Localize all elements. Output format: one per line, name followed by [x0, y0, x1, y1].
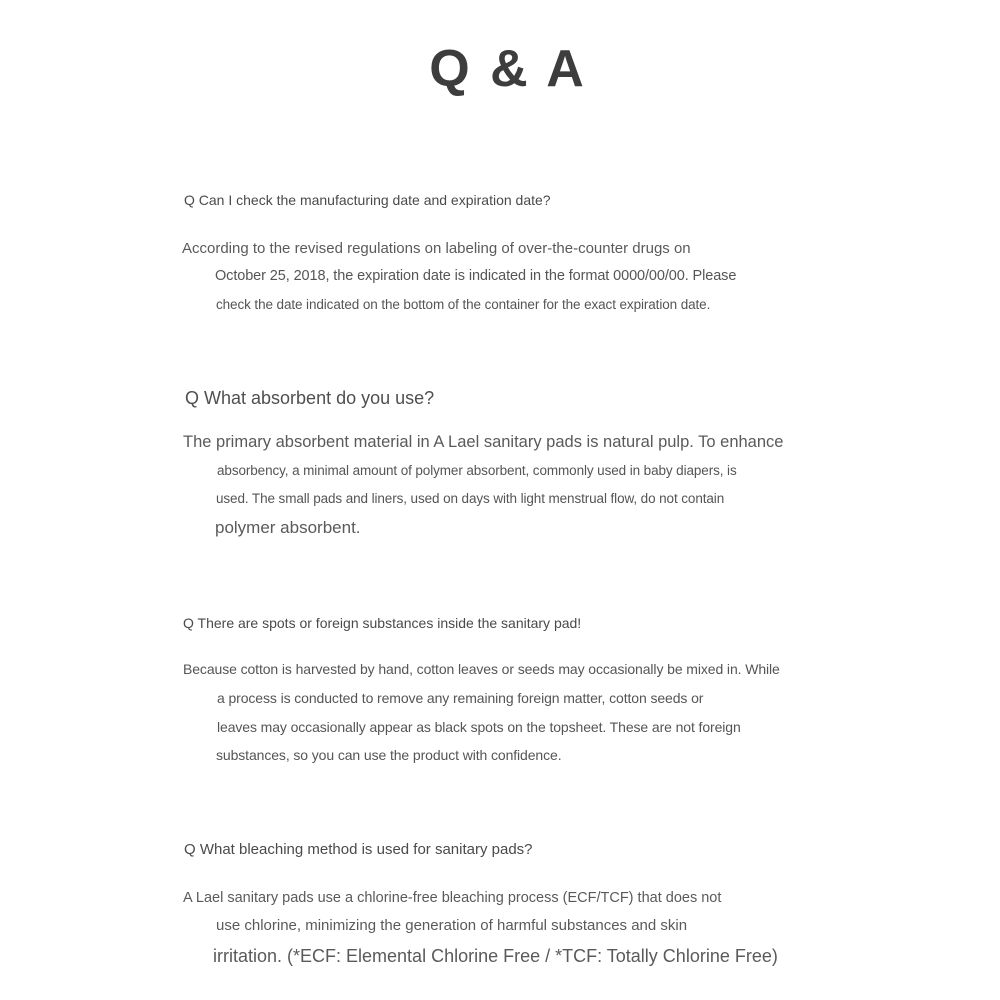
answer-3-line-1: Because cotton is harvested by hand, cotton leaves or seeds may occasionally be mixed in. While: [183, 661, 780, 677]
question-2: Q What absorbent do you use?: [185, 388, 435, 408]
question-3: Q There are spots or foreign substances inside the sanitary pad!: [183, 615, 582, 631]
answer-3-line-2: a process is conducted to remove any remaining foreign matter, cotton seeds or: [217, 690, 704, 706]
question-1: Q Can I check the manufacturing date and expiration date?: [184, 192, 551, 208]
answer-2-line-2: absorbency, a minimal amount of polymer absorbent, commonly used in baby diapers, is: [217, 463, 737, 478]
answer-2-line-3: used. The small pads and liners, used on days with light menstrual flow, do not contain: [216, 491, 725, 506]
answer-3-line-3: leaves may occasionally appear as black spots on the topsheet. These are not foreign: [217, 719, 741, 735]
answer-4-line-3: irritation. (*ECF: Elemental Chlorine Free / *TCF: Totally Chlorine Free): [213, 946, 778, 966]
answer-2-line-4: polymer absorbent.: [215, 518, 361, 537]
answer-4-line-1: A Lael sanitary pads use a chlorine-free bleaching process (ECF/TCF) that does not: [183, 890, 722, 906]
answer-4-line-2: use chlorine, minimizing the generation of harmful substances and skin: [216, 917, 688, 934]
answer-1-line-2: October 25, 2018, the expiration date is indicated in the format 0000/00/00. Please: [215, 268, 737, 284]
question-4: Q What bleaching method is used for sanitary pads?: [184, 841, 533, 858]
answer-2-line-1: The primary absorbent material in A Lael sanitary pads is natural pulp. To enhance: [183, 433, 784, 451]
answer-3-line-4: substances, so you can use the product with confidence.: [216, 747, 562, 763]
page-title: Q & A: [429, 40, 587, 98]
answer-1-line-3: check the date indicated on the bottom of the container for the exact expiration date.: [216, 297, 711, 312]
answer-1-line-1: According to the revised regulations on labeling of over-the-counter drugs on: [182, 240, 691, 257]
